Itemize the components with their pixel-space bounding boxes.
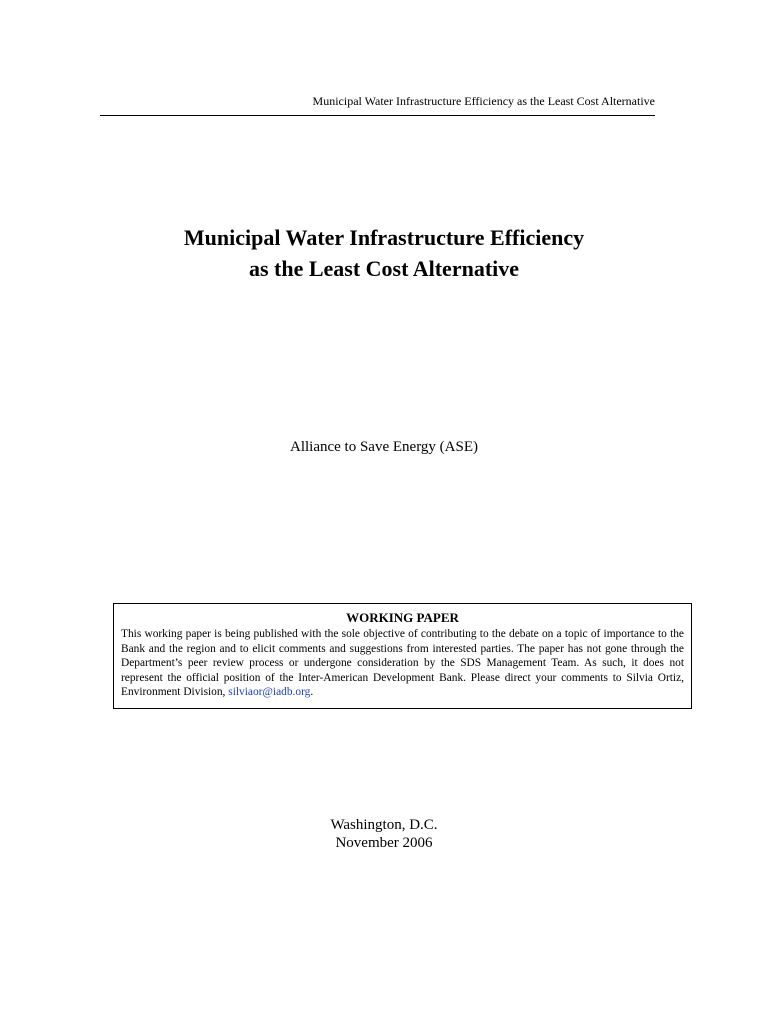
place: Washington, D.C.: [330, 817, 438, 833]
working-paper-end: .: [310, 686, 314, 698]
title-line-1: Municipal Water Infrastructure Efficiency: [183, 225, 585, 250]
document-title: [0, 222, 768, 284]
title-line-2: as the Least Cost Alternative: [248, 256, 520, 281]
working-paper-notice: [113, 603, 692, 709]
email-link[interactable]: silviaor@iadb.org: [228, 686, 311, 698]
working-paper-text: [121, 627, 684, 700]
header-rule: [100, 115, 655, 116]
working-paper-body: This working paper is being published with the sole objective of contributing to the debate on a topic of importance to the Bank and the region and to elicit comments and suggestions from interested parties. The paper has not gone through the Department’s peer review process or undergone consideration by the SDS Management Team. As such, it does not represent the official position of the Inter-American Development Bank. Please direct your comments to Silvia Ortiz, Environment Division,: [121, 628, 684, 698]
place-date: [0, 816, 768, 852]
author: Alliance to Save Energy (ASE): [289, 439, 478, 455]
date: November 2006: [335, 835, 433, 851]
working-paper-heading: WORKING PAPER: [346, 610, 459, 625]
running-header: Municipal Water Infrastructure Efficiency as the Least Cost Alternative: [312, 94, 655, 108]
